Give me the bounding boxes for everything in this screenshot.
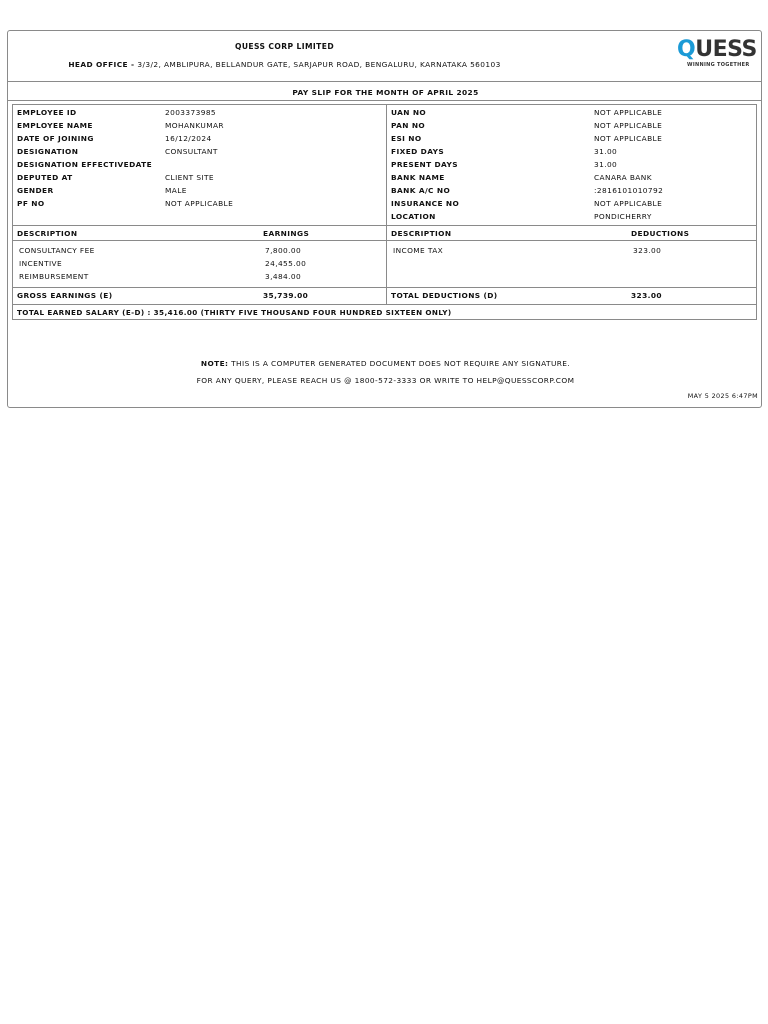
generated-timestamp: MAY 5 2025 6:47PM — [687, 392, 758, 400]
footer-note — [8, 359, 763, 368]
employee-field-label: BANK A/C NO — [391, 186, 451, 195]
header-divider — [8, 81, 761, 82]
earnings-header: EARNINGS — [263, 229, 310, 238]
earnings-header-line — [13, 240, 756, 241]
employee-field-label: PAN NO — [391, 121, 426, 130]
employee-field-value: CONSULTANT — [165, 147, 218, 156]
deduction-amount: 323.00 — [633, 246, 662, 255]
employee-field-label: BANK NAME — [391, 173, 445, 182]
title-divider — [8, 100, 761, 101]
deduction-description: INCOME TAX — [393, 246, 444, 255]
employee-field-value: NOT APPLICABLE — [594, 121, 663, 130]
payslip-title: PAY SLIP FOR THE MONTH OF APRIL 2025 — [292, 88, 479, 97]
total-deductions-value: 323.00 — [631, 291, 662, 300]
footer-query: FOR ANY QUERY, PLEASE REACH US @ 1800-572-3333 OR WRITE TO HELP@QUESSCORP.COM — [196, 376, 575, 385]
employee-field-label: DEPUTED AT — [17, 173, 73, 182]
employee-field-value: 31.00 — [594, 147, 618, 156]
earning-description: REIMBURSEMENT — [19, 272, 89, 281]
employee-field-value: MALE — [165, 186, 187, 195]
employee-field-label: PRESENT DAYS — [391, 160, 458, 169]
employee-field-value: NOT APPLICABLE — [594, 134, 663, 143]
totals-top-line — [13, 287, 756, 288]
details-bottom-line — [13, 225, 756, 226]
deductions-header: DEDUCTIONS — [631, 229, 690, 238]
details-table — [12, 104, 757, 320]
logo-q: Q — [677, 37, 696, 62]
employee-field-label: EMPLOYEE NAME — [17, 121, 93, 130]
employee-field-label: FIXED DAYS — [391, 147, 445, 156]
address-label: HEAD OFFICE - — [68, 60, 138, 69]
employee-field-label: DESIGNATION — [17, 147, 79, 156]
logo-rest: UESS — [695, 37, 757, 62]
employee-field-value: CLIENT SITE — [165, 173, 214, 182]
employee-field-value: PONDICHERRY — [594, 212, 652, 221]
company-name: QUESS CORP LIMITED — [234, 42, 335, 51]
employee-field-label: GENDER — [17, 186, 54, 195]
employee-field-value: CANARA BANK — [594, 173, 652, 182]
note-text: THIS IS A COMPUTER GENERATED DOCUMENT DOES NOT REQUIRE ANY SIGNATURE. — [228, 359, 571, 368]
note-label: NOTE: — [200, 359, 229, 368]
employee-field-label: PF NO — [17, 199, 45, 208]
employee-field-value: 2003373985 — [165, 108, 217, 117]
earning-amount: 3,484.00 — [265, 272, 302, 281]
employee-field-label: ESI NO — [391, 134, 422, 143]
deductions-description-header: DESCRIPTION — [391, 229, 452, 238]
net-salary: TOTAL EARNED SALARY (E-D) : 35,416.00 (THIRTY FIVE THOUSAND FOUR HUNDRED SIXTEEN ONLY) — [17, 308, 452, 317]
employee-field-value: NOT APPLICABLE — [594, 199, 663, 208]
employee-field-value: MOHANKUMAR — [165, 121, 224, 130]
employee-field-label: DESIGNATION EFFECTIVEDATE — [17, 160, 153, 169]
employee-field-value: 16/12/2024 — [165, 134, 212, 143]
gross-earnings-label: GROSS EARNINGS (E) — [17, 291, 113, 300]
head-office-address — [8, 60, 561, 69]
earning-amount: 24,455.00 — [265, 259, 307, 268]
earning-description: CONSULTANCY FEE — [19, 246, 95, 255]
earning-amount: 7,800.00 — [265, 246, 302, 255]
column-divider — [386, 105, 387, 305]
employee-field-value: NOT APPLICABLE — [165, 199, 234, 208]
employee-field-label: UAN NO — [391, 108, 427, 117]
totals-bottom-line — [13, 304, 756, 305]
employee-field-value: 31.00 — [594, 160, 618, 169]
pay-slip — [7, 30, 762, 408]
employee-field-label: INSURANCE NO — [391, 199, 460, 208]
quess-logo — [677, 39, 755, 68]
employee-field-value: NOT APPLICABLE — [594, 108, 663, 117]
total-deductions-label: TOTAL DEDUCTIONS (D) — [391, 291, 498, 300]
employee-field-value: :2816101010792 — [594, 186, 664, 195]
gross-earnings-value: 35,739.00 — [263, 291, 309, 300]
address-text: 3/3/2, AMBLIPURA, BELLANDUR GATE, SARJAPUR ROAD, BENGALURU, KARNATAKA 560103 — [137, 60, 501, 69]
employee-field-label: EMPLOYEE ID — [17, 108, 77, 117]
employee-field-label: LOCATION — [391, 212, 436, 221]
employee-field-label: DATE OF JOINING — [17, 134, 94, 143]
earnings-description-header: DESCRIPTION — [17, 229, 78, 238]
logo-tagline: WINNING TOGETHER — [687, 62, 750, 68]
earning-description: INCENTIVE — [19, 259, 63, 268]
